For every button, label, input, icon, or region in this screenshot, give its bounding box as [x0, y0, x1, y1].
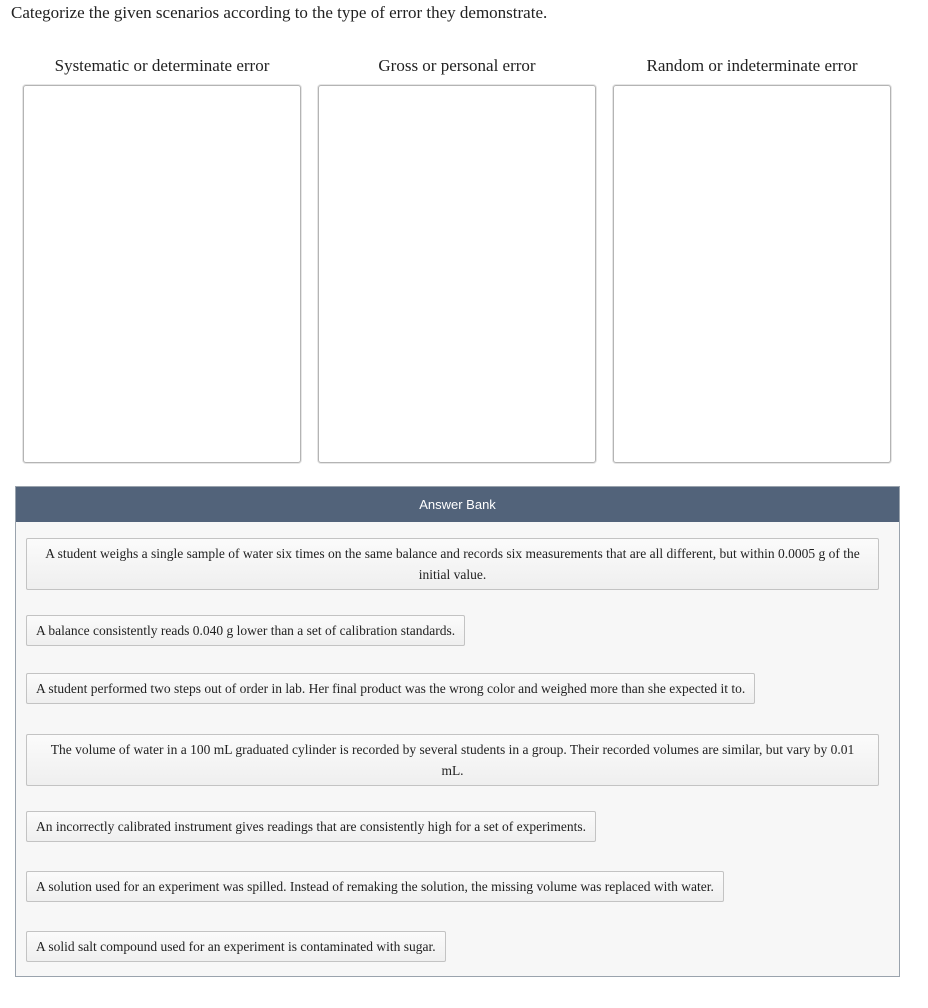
- answer-card-graduated-cylinder[interactable]: The volume of water in a 100 mL graduated cylinder is recorded by several students in a group. Their recorded volumes are similar, but vary by 0.01 mL.: [26, 734, 879, 786]
- category-random: [613, 56, 891, 463]
- category-systematic: [23, 56, 301, 463]
- category-label-gross: Gross or personal error: [378, 56, 536, 75]
- answer-card-repeated-weighing[interactable]: A student weighs a single sample of water six times on the same balance and records six measurements that are all different, but within 0.0005 g of the initial value.: [26, 538, 879, 590]
- category-label-random: Random or indeterminate error: [646, 56, 858, 75]
- answer-card-contaminated-salt[interactable]: A solid salt compound used for an experiment is contaminated with sugar.: [26, 931, 446, 962]
- answer-card-incorrect-calibration[interactable]: An incorrectly calibrated instrument gives readings that are consistently high for a set of experiments.: [26, 811, 596, 842]
- question-prompt: Categorize the given scenarios according to the type of error they demonstrate.: [11, 3, 548, 22]
- category-label-systematic: Systematic or determinate error: [54, 56, 270, 75]
- answer-card-balance-low[interactable]: A balance consistently reads 0.040 g lower than a set of calibration standards.: [26, 615, 465, 646]
- answer-bank-header: Answer Bank: [16, 487, 899, 522]
- category-gross: [318, 56, 596, 463]
- drop-zone-systematic[interactable]: [23, 85, 301, 463]
- drop-zone-gross[interactable]: [318, 85, 596, 463]
- answer-card-spilled-solution[interactable]: A solution used for an experiment was spilled. Instead of remaking the solution, the missing volume was replaced with water.: [26, 871, 724, 902]
- drop-zone-random[interactable]: [613, 85, 891, 463]
- answer-bank[interactable]: [15, 486, 900, 977]
- answer-card-steps-out-of-order[interactable]: A student performed two steps out of order in lab. Her final product was the wrong color and weighed more than she expected it to.: [26, 673, 755, 704]
